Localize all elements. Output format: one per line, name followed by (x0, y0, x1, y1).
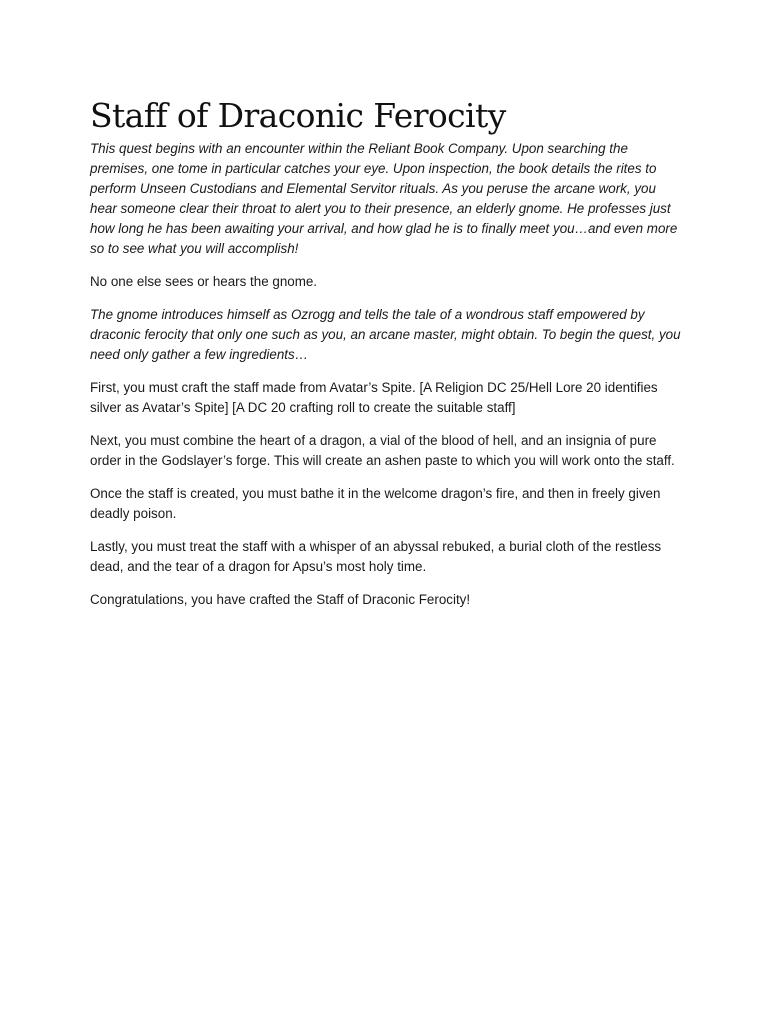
document-title: Staff of Draconic Ferocity (90, 96, 506, 135)
step-one-paragraph: First, you must craft the staff made from Avatar’s Spite. [A Religion DC 25/Hell Lore 20 identifies silver as Avatar’s Spite] [A DC 20 crafting roll to create the suitable staff] (90, 380, 658, 415)
document-page (90, 96, 682, 623)
step-three-paragraph: Once the staff is created, you must bathe it in the welcome dragon’s fire, and then in freely given deadly poison. (90, 486, 661, 521)
gnome-unseen-paragraph: No one else sees or hears the gnome. (90, 274, 318, 289)
ozrogg-paragraph: The gnome introduces himself as Ozrogg and tells the tale of a wondrous staff empowered by draconic ferocity that only one such as you, an arcane master, might obtain. To begin the quest, you need only gather a few ingredients… (90, 307, 681, 362)
conclusion-paragraph: Congratulations, you have crafted the Staff of Draconic Ferocity! (90, 592, 471, 607)
step-four-paragraph: Lastly, you must treat the staff with a whisper of an abyssal rebuked, a burial cloth of the restless dead, and the tear of a dragon for Apsu’s most holy time. (90, 539, 662, 574)
intro-paragraph: This quest begins with an encounter within the Reliant Book Company. Upon searching the premises, one tome in particular catches your eye. Upon inspection, the book details the rites to perform Unseen Custodians and Elemental Servitor rituals. As you peruse the arcane work, you hear someone clear their throat to alert you to their presence, an elderly gnome. He professes just how long he has been awaiting your arrival, and how glad he is to finally meet you…and even more so to see what you will accomplish! (90, 141, 678, 256)
step-two-paragraph: Next, you must combine the heart of a dragon, a vial of the blood of hell, and an insignia of pure order in the Godslayer’s forge. This will create an ashen paste to which you will work onto the staff. (90, 433, 675, 468)
